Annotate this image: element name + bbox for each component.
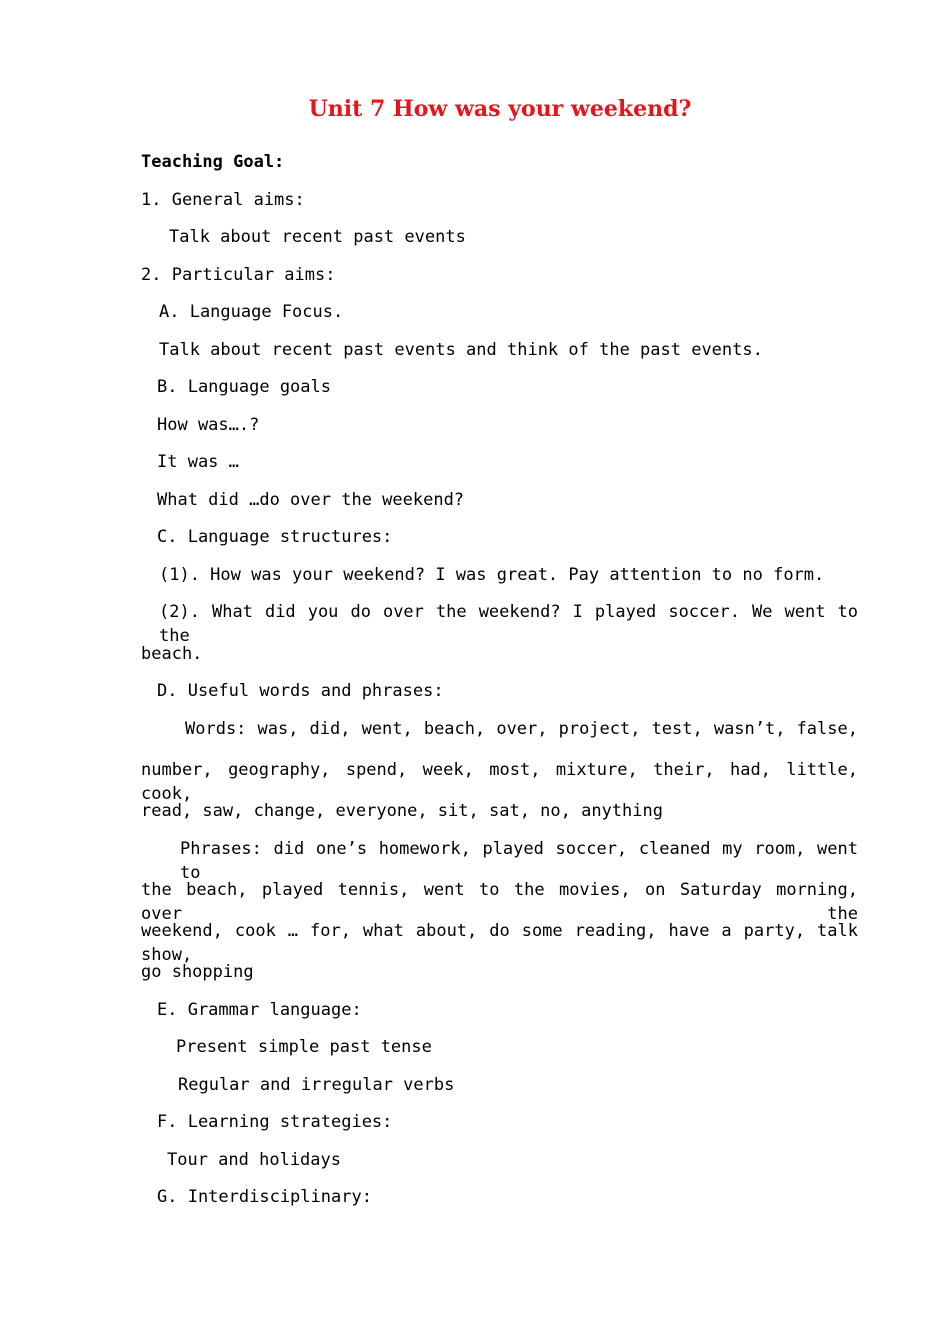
phrases-line: weekend, cook … for, what about, do some reading, have a party, talk show, bbox=[141, 921, 858, 965]
section-a-heading: A. Language Focus. bbox=[159, 302, 344, 322]
general-aims-heading: 1. General aims: bbox=[141, 190, 305, 210]
phrases-line: the beach, played tennis, went to the movies, on Saturday morning, over the bbox=[141, 880, 858, 924]
structure-line-continued: beach. bbox=[141, 644, 203, 664]
structure-line: (2). What did you do over the weekend? I played soccer. We went to the bbox=[159, 602, 858, 646]
section-f-text: Tour and holidays bbox=[167, 1150, 341, 1170]
structure-line: (1). How was your weekend? I was great. Pay attention to no form. bbox=[159, 565, 825, 585]
language-goal-line: How was….? bbox=[157, 415, 260, 435]
particular-aims-heading: 2. Particular aims: bbox=[141, 265, 336, 285]
phrases-line: go shopping bbox=[141, 962, 254, 982]
grammar-line: Regular and irregular verbs bbox=[178, 1075, 455, 1095]
section-e-heading: E. Grammar language: bbox=[157, 1000, 362, 1020]
language-goal-line: What did …do over the weekend? bbox=[157, 490, 465, 510]
section-b-heading: B. Language goals bbox=[157, 377, 331, 397]
grammar-line: Present simple past tense bbox=[176, 1037, 432, 1057]
phrases-line: Phrases: did one’s homework, played soccer, cleaned my room, went to bbox=[180, 839, 858, 883]
section-d-heading: D. Useful words and phrases: bbox=[157, 681, 444, 701]
words-line: number, geography, spend, week, most, mixture, their, had, little, cook, bbox=[141, 760, 858, 804]
page-title: Unit 7 How was your weekend? bbox=[308, 96, 692, 122]
section-a-text: Talk about recent past events and think of the past events. bbox=[159, 340, 763, 360]
section-g-heading: G. Interdisciplinary: bbox=[157, 1187, 372, 1207]
section-c-heading: C. Language structures: bbox=[157, 527, 393, 547]
words-line: Words: was, did, went, beach, over, project, test, wasn’t, false, bbox=[185, 719, 858, 739]
teaching-goal-heading: Teaching Goal: bbox=[141, 152, 285, 172]
words-line: read, saw, change, everyone, sit, sat, no, anything bbox=[141, 801, 663, 821]
language-goal-line: It was … bbox=[157, 452, 239, 472]
section-f-heading: F. Learning strategies: bbox=[157, 1112, 393, 1132]
general-aims-text: Talk about recent past events bbox=[169, 227, 466, 247]
